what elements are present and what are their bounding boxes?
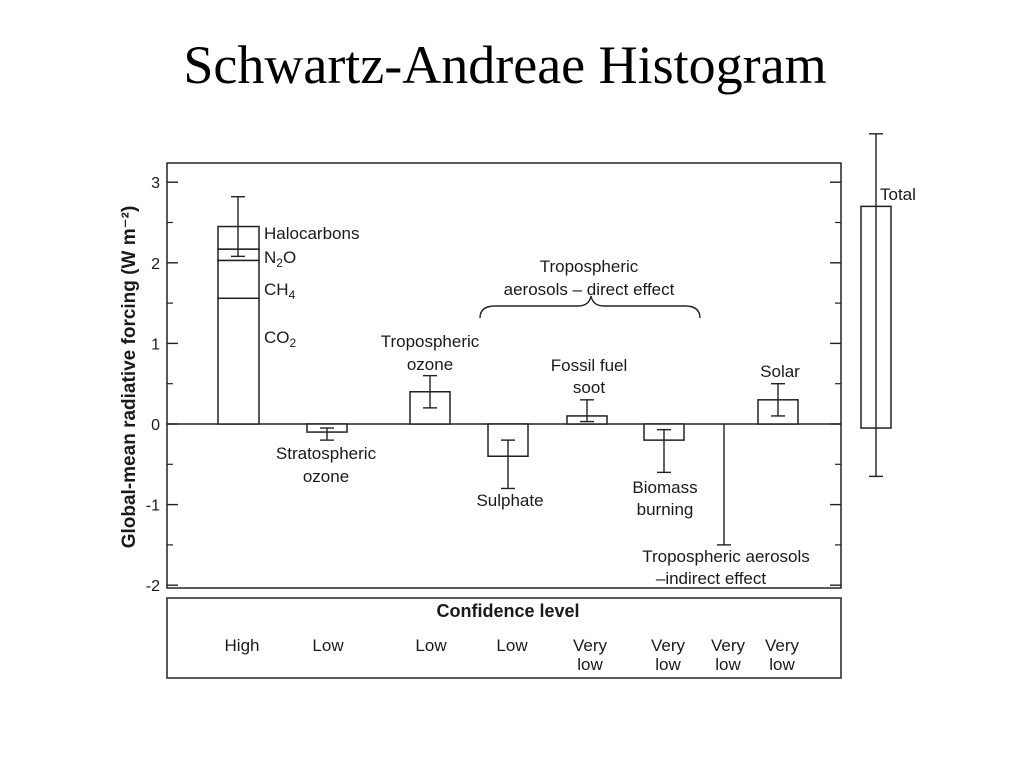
label-trop-ozone-1: Tropospheric	[380, 332, 480, 351]
confidence-level-1: High	[224, 636, 260, 655]
ghg-segment-ch4	[218, 260, 259, 298]
confidence-levels	[225, 636, 800, 674]
y-tick-label: 2	[151, 255, 160, 273]
label-trop-ozone-2: ozone	[406, 355, 454, 374]
confidence-level-8: Very	[764, 636, 800, 655]
y-tick-label: -2	[145, 578, 160, 596]
label-solar: Solar	[760, 362, 800, 381]
label-strat-ozone-1: Stratospheric	[275, 444, 377, 463]
confidence-level-6: Very	[650, 636, 686, 655]
label-total: Total	[880, 185, 916, 204]
confidence-level-8-line2: low	[769, 655, 795, 674]
label-ch4: $CH_4$	[264, 280, 296, 302]
label-soot-1: Fossil fuel	[550, 356, 628, 375]
label-halocarbons: Halocarbons	[264, 224, 360, 243]
label-co2: $CO_2$	[264, 328, 297, 350]
label-trop-aer-direct-2: aerosols – direct effect	[503, 280, 675, 299]
ghg-segment-co2	[218, 298, 259, 424]
label-n2o: $N_2O$	[264, 248, 297, 270]
y-tick-label: 0	[151, 417, 160, 434]
label-biomass-2: burning	[636, 500, 694, 519]
confidence-level-3: Low	[415, 636, 447, 655]
confidence-title: Confidence level	[436, 601, 580, 621]
confidence-level-6-line2: low	[655, 655, 681, 674]
y-tick-label: -1	[145, 497, 160, 515]
label-sulphate: Sulphate	[476, 491, 544, 510]
confidence-level-5: Very	[572, 636, 608, 655]
direct-effect-brace	[480, 296, 700, 318]
confidence-level-2: Low	[312, 636, 344, 655]
confidence-level-4: Low	[496, 636, 528, 655]
y-tick-label: 3	[151, 175, 160, 193]
label-indirect-2: –indirect effect	[655, 569, 767, 588]
label-soot-2: soot	[572, 378, 606, 397]
label-biomass-1: Biomass	[632, 478, 698, 497]
confidence-level-7: Very	[710, 636, 746, 655]
confidence-level-7-line2: low	[715, 655, 741, 674]
y-tick-label: 1	[151, 336, 160, 354]
label-strat-ozone-2: ozone	[302, 467, 350, 486]
label-trop-aer-direct-1: Tropospheric	[539, 257, 639, 276]
page-title: Schwartz-Andreae Histogram	[183, 35, 827, 95]
confidence-level-5-line2: low	[577, 655, 603, 674]
y-axis-label: Global-mean radiative forcing (W m⁻²)	[119, 205, 140, 549]
label-indirect-1: Tropospheric aerosols	[642, 547, 810, 566]
